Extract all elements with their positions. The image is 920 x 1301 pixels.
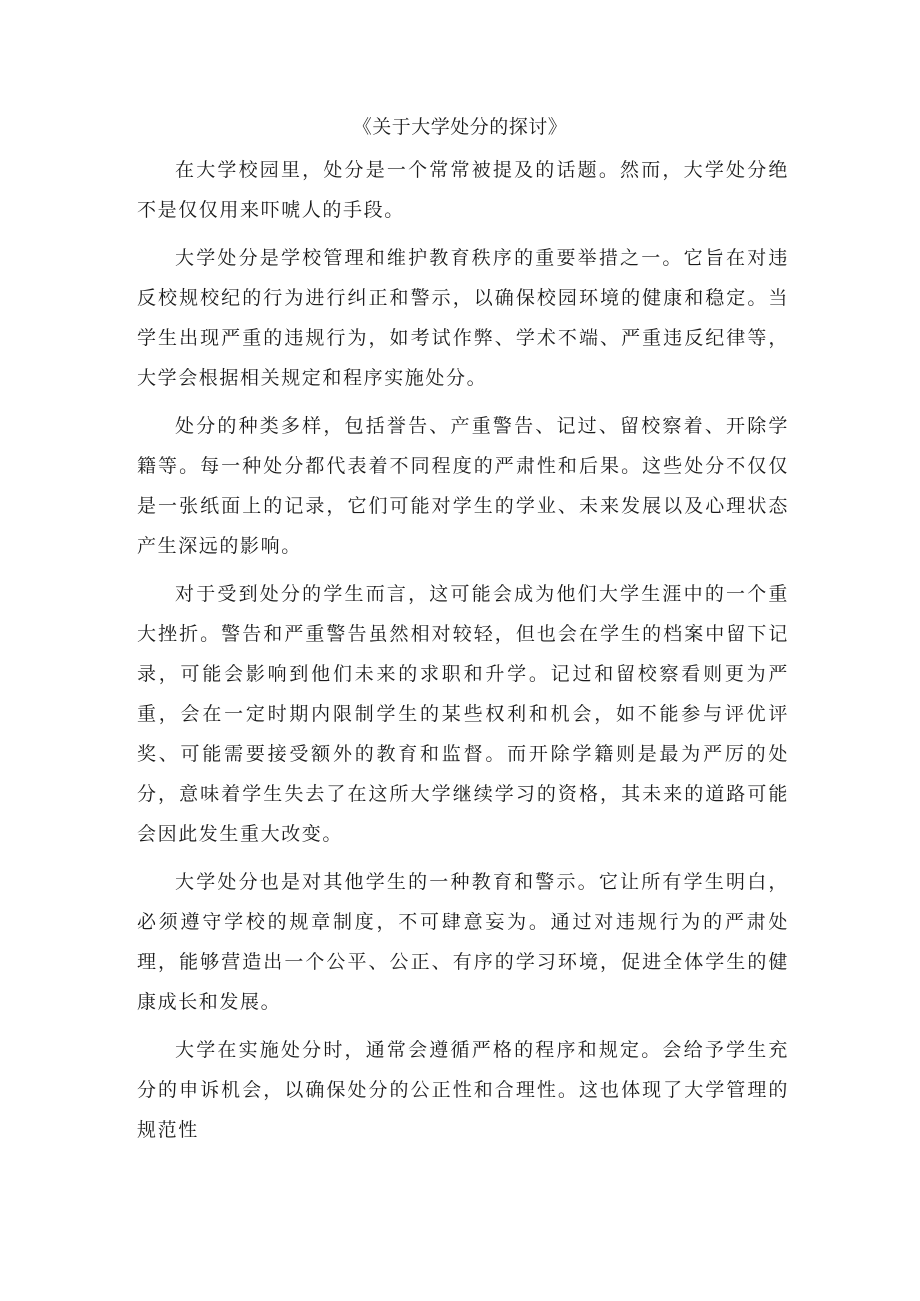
document-body [137, 150, 789, 1150]
paragraph-5: 大学处分也是对其他学生的一种教育和警示。它让所有学生明白，必须遵守学校的规章制度，不可肆意妄为。通过对违规行为的严肃处理，能够营造出一个公平、公正、有序的学习环境，促进全体学生的健康成长和发展。 [137, 871, 789, 1013]
paragraph-4: 对于受到处分的学生而言，这可能会成为他们大学生涯中的一个重大挫折。警告和严重警告虽然相对较轻，但也会在学生的档案中留下记录，可能会影响到他们未来的求职和升学。记过和留校察看则更为严重，会在一定时期内限制学生的某些权利和机会，如不能参与评优评奖、可能需要接受额外的教育和监督。而开除学籍则是最为严厉的处分，意味着学生失去了在这所大学继续学习的资格，其未来的道路可能会因此发生重大改变。 [137, 583, 789, 845]
paragraph-3: 处分的种类多样，包括誉告、产重警告、记过、留校察着、开除学籍等。每一种处分都代表着不同程度的严肃性和后果。这些处分不仅仅是一张纸面上的记录，它们可能对学生的学业、未来发展以及心理状态产生深远的影响。 [137, 415, 789, 557]
paragraph-6: 大学在实施处分时，通常会遵循严格的程序和规定。会给予学生充分的申诉机会，以确保处分的公正性和合理性。这也体现了大学管理的规范性 [137, 1039, 789, 1141]
paragraph-2: 大学处分是学校管理和维护教育秩序的重要举措之一。它旨在对违反校规校纪的行为进行纠正和警示，以确保校园环境的健康和稳定。当学生出现严重的违规行为，如考试作弊、学术不端、严重违反纪律等，大学会根据相关规定和程序实施处分。 [137, 247, 789, 389]
document-title: 《关于大学处分的探讨》 [352, 116, 568, 138]
paragraph-1: 在大学校园里，处分是一个常常被提及的话题。然而，大学处分绝不是仅仅用来吓唬人的手段。 [137, 159, 789, 221]
